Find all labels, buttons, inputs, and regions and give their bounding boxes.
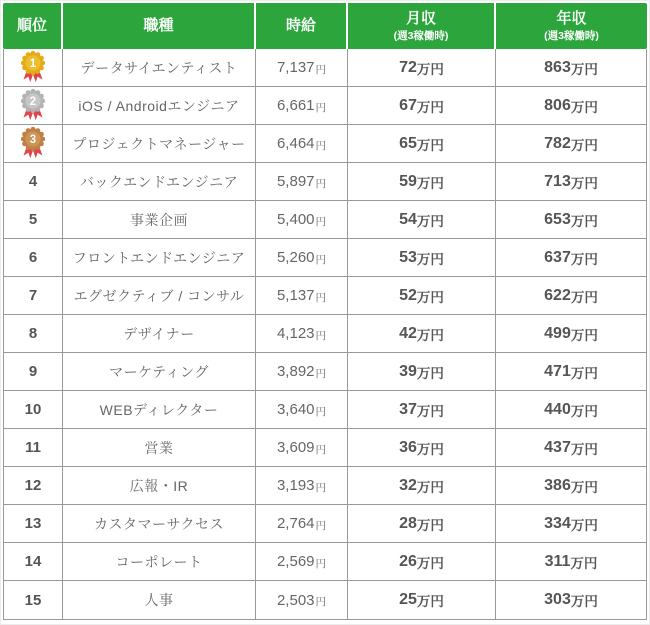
job-label: WEBディレクター [99,401,219,418]
hourly-wage-cell [256,125,348,162]
rank-number: 8 [28,325,38,342]
monthly-income-cell [348,239,496,276]
hourly-wage-cell [256,467,348,504]
hourly-wage-cell [256,581,348,619]
hourly-wage-value: 2,764 [276,515,315,532]
job-label: iOS / Androidエンジニア [78,97,240,114]
job-cell [63,581,256,619]
job-label: プロジェクトマネージャー [72,135,246,152]
hourly-wage-value: 3,640 [276,401,315,418]
annual-income-cell [496,277,646,314]
rank-cell [4,505,63,542]
monthly-income-value: 59 [399,172,417,190]
annual-income-cell [496,87,646,124]
annual-income-value: 303 [544,591,571,608]
header-job [63,3,256,49]
hourly-wage-value: 5,400 [276,211,315,228]
hourly-wage-cell [256,49,348,86]
annual-income-value: 713 [544,172,571,190]
header-monthly-sublabel: (週3稼働時) [393,29,449,42]
medal-gold-icon [18,50,48,86]
man-yen-unit-label: 万円 [570,327,598,343]
monthly-income-value: 36 [399,438,417,456]
man-yen-unit-label: 万円 [570,137,598,153]
table-row [4,87,646,125]
yen-unit-label: 円 [315,596,327,608]
job-label: コーポレート [115,553,203,570]
header-monthly-label: 月収 [405,10,436,28]
yen-unit-label: 円 [315,519,327,532]
annual-income-value: 334 [544,514,571,532]
man-yen-unit-label: 万円 [570,61,598,77]
annual-income-value: 471 [544,362,571,380]
medal-silver-icon [18,88,48,124]
table-header [3,3,647,49]
table-row [4,315,646,353]
rank-cell [4,467,63,504]
monthly-income-cell [348,277,496,314]
annual-income-value: 653 [544,210,571,228]
yen-unit-label: 円 [315,481,327,494]
hourly-wage-cell [256,87,348,124]
svg-text:2: 2 [29,95,37,108]
job-cell [63,87,256,124]
man-yen-unit-label: 万円 [570,403,598,419]
rank-cell [4,239,63,276]
monthly-income-value: 39 [399,362,417,380]
annual-income-cell [496,163,646,200]
annual-income-cell [496,467,646,504]
header-annual-sublabel: (週3稼働時) [544,29,599,42]
monthly-income-value: 28 [399,514,417,532]
annual-income-value: 440 [544,400,571,418]
job-cell [63,505,256,542]
yen-unit-label: 円 [315,253,327,266]
job-label: マーケティング [109,363,209,380]
job-label: 広報・IR [129,477,189,494]
job-cell [63,49,256,86]
monthly-income-cell [348,429,496,466]
monthly-income-cell [348,49,496,86]
rank-cell [4,353,63,390]
monthly-income-cell [348,163,496,200]
man-yen-unit-label: 万円 [416,213,444,229]
job-cell [63,239,256,276]
hourly-wage-cell [256,201,348,238]
table-body [3,49,647,620]
monthly-income-value: 25 [399,591,417,608]
man-yen-unit-label: 万円 [416,61,444,77]
table-row [4,467,646,505]
rank-cell [4,429,63,466]
rank-number: 6 [28,249,38,266]
table-row [4,239,646,277]
rank-cell [4,391,63,428]
annual-income-cell [496,315,646,352]
annual-income-value: 622 [544,286,571,304]
man-yen-unit-label: 万円 [416,99,444,115]
rank-number: 5 [28,211,38,228]
job-cell [63,277,256,314]
hourly-wage-cell [256,391,348,428]
hourly-wage-value: 6,661 [276,97,315,114]
hourly-wage-cell [256,543,348,580]
hourly-wage-cell [256,163,348,200]
man-yen-unit-label: 万円 [416,175,444,191]
rank-number: 15 [24,591,42,609]
hourly-wage-value: 6,464 [276,135,315,152]
rank-number: 13 [24,515,42,532]
salary-ranking-table [3,3,647,620]
annual-income-value: 637 [544,248,571,266]
table-row [4,543,646,581]
monthly-income-value: 67 [399,96,417,114]
hourly-wage-cell [256,315,348,352]
rank-number: 10 [24,401,42,418]
yen-unit-label: 円 [315,405,327,418]
rank-cell [4,87,63,124]
man-yen-unit-label: 万円 [570,441,598,457]
rank-number: 12 [24,477,42,494]
man-yen-unit-label: 万円 [416,327,444,343]
annual-income-cell [496,581,646,619]
hourly-wage-cell [256,277,348,314]
rank-number: 4 [28,173,38,190]
man-yen-unit-label: 万円 [416,403,444,419]
job-cell [63,391,256,428]
monthly-income-cell [348,201,496,238]
header-hourly [256,3,348,49]
man-yen-unit-label: 万円 [570,251,598,267]
man-yen-unit-label: 万円 [416,289,444,305]
header-annual [496,3,647,49]
man-yen-unit-label: 万円 [416,441,444,457]
yen-unit-label: 円 [315,367,327,380]
man-yen-unit-label: 万円 [416,555,444,571]
medal-bronze-icon [18,126,48,162]
annual-income-cell [496,125,646,162]
monthly-income-value: 26 [399,552,417,570]
yen-unit-label: 円 [315,101,327,114]
hourly-wage-cell [256,505,348,542]
header-job-label: 職種 [143,17,174,35]
annual-income-cell [496,49,646,86]
monthly-income-value: 52 [399,286,417,304]
yen-unit-label: 円 [315,215,327,228]
monthly-income-cell [348,467,496,504]
rank-number: 9 [28,363,38,380]
rank-number: 7 [28,287,38,304]
rank-cell [4,543,63,580]
man-yen-unit-label: 万円 [416,479,444,495]
hourly-wage-value: 3,892 [276,363,315,380]
man-yen-unit-label: 万円 [570,517,598,533]
hourly-wage-value: 7,137 [276,59,315,76]
yen-unit-label: 円 [315,557,327,570]
man-yen-unit-label: 万円 [570,289,598,305]
hourly-wage-value: 3,193 [276,477,315,494]
man-yen-unit-label: 万円 [416,517,444,533]
monthly-income-cell [348,87,496,124]
monthly-income-cell [348,125,496,162]
monthly-income-cell [348,581,496,619]
man-yen-unit-label: 万円 [416,594,444,609]
hourly-wage-value: 5,137 [276,287,315,304]
rank-cell [4,125,63,162]
annual-income-cell [496,505,646,542]
yen-unit-label: 円 [315,291,327,304]
job-label: フロントエンドエンジニア [72,249,246,266]
hourly-wage-value: 2,503 [276,591,315,609]
job-cell [63,429,256,466]
man-yen-unit-label: 万円 [416,251,444,267]
monthly-income-cell [348,315,496,352]
job-cell [63,467,256,504]
man-yen-unit-label: 万円 [570,365,598,381]
table-row [4,429,646,467]
monthly-income-cell [348,505,496,542]
header-annual-label: 年収 [556,10,587,28]
man-yen-unit-label: 万円 [570,594,598,609]
annual-income-cell [496,201,646,238]
svg-text:1: 1 [29,57,37,70]
rank-cell [4,277,63,314]
job-cell [63,163,256,200]
job-cell [63,125,256,162]
table-row [4,277,646,315]
annual-income-cell [496,353,646,390]
table-row [4,581,646,619]
monthly-income-cell [348,391,496,428]
monthly-income-value: 32 [399,476,417,494]
rank-cell [4,201,63,238]
job-cell [63,353,256,390]
hourly-wage-value: 5,897 [276,173,315,190]
hourly-wage-value: 4,123 [276,325,315,342]
header-rank [3,3,63,49]
monthly-income-value: 54 [399,210,417,228]
annual-income-cell [496,391,646,428]
job-cell [63,543,256,580]
man-yen-unit-label: 万円 [570,99,598,115]
header-rank-label: 順位 [16,17,47,35]
header-hourly-label: 時給 [285,17,316,35]
man-yen-unit-label: 万円 [570,555,598,571]
job-cell [63,315,256,352]
monthly-income-value: 42 [399,324,417,342]
rank-cell [4,581,63,619]
job-label: 人事 [144,592,174,608]
job-label: 事業企画 [130,211,188,228]
man-yen-unit-label: 万円 [416,137,444,153]
hourly-wage-cell [256,353,348,390]
job-label: 営業 [144,439,174,456]
hourly-wage-value: 2,569 [276,553,315,570]
annual-income-cell [496,429,646,466]
table-row [4,49,646,87]
monthly-income-value: 53 [399,248,417,266]
annual-income-cell [496,239,646,276]
table-row [4,505,646,543]
job-label: データサイエンティスト [80,59,238,76]
rank-cell [4,315,63,352]
table-row [4,125,646,163]
yen-unit-label: 円 [315,139,327,152]
monthly-income-value: 37 [399,400,417,418]
job-label: バックエンドエンジニア [79,173,239,190]
annual-income-value: 782 [544,134,571,152]
table-row [4,353,646,391]
man-yen-unit-label: 万円 [570,479,598,495]
man-yen-unit-label: 万円 [570,213,598,229]
rank-number: 14 [24,553,42,570]
hourly-wage-value: 3,609 [276,439,315,456]
hourly-wage-cell [256,429,348,466]
hourly-wage-value: 5,260 [276,249,315,266]
monthly-income-cell [348,353,496,390]
annual-income-value: 863 [544,58,571,76]
annual-income-value: 311 [544,552,571,570]
svg-text:3: 3 [29,133,37,146]
annual-income-value: 499 [544,324,571,342]
yen-unit-label: 円 [315,443,327,456]
man-yen-unit-label: 万円 [416,365,444,381]
yen-unit-label: 円 [315,63,327,76]
annual-income-value: 437 [544,438,571,456]
annual-income-value: 806 [544,96,571,114]
annual-income-value: 386 [544,476,571,494]
job-cell [63,201,256,238]
monthly-income-value: 72 [399,58,417,76]
table-row [4,163,646,201]
rank-number: 11 [25,439,41,456]
rank-cell [4,163,63,200]
yen-unit-label: 円 [315,329,327,342]
job-label: カスタマーサクセス [94,515,224,532]
table-row [4,391,646,429]
table-row [4,201,646,239]
hourly-wage-cell [256,239,348,276]
monthly-income-value: 65 [399,134,417,152]
yen-unit-label: 円 [315,177,327,190]
rank-cell [4,49,63,86]
header-monthly [348,3,496,49]
man-yen-unit-label: 万円 [570,175,598,191]
job-label: エグゼクティブ / コンサル [73,287,245,304]
job-label: デザイナー [123,325,195,342]
annual-income-cell [496,543,646,580]
monthly-income-cell [348,543,496,580]
